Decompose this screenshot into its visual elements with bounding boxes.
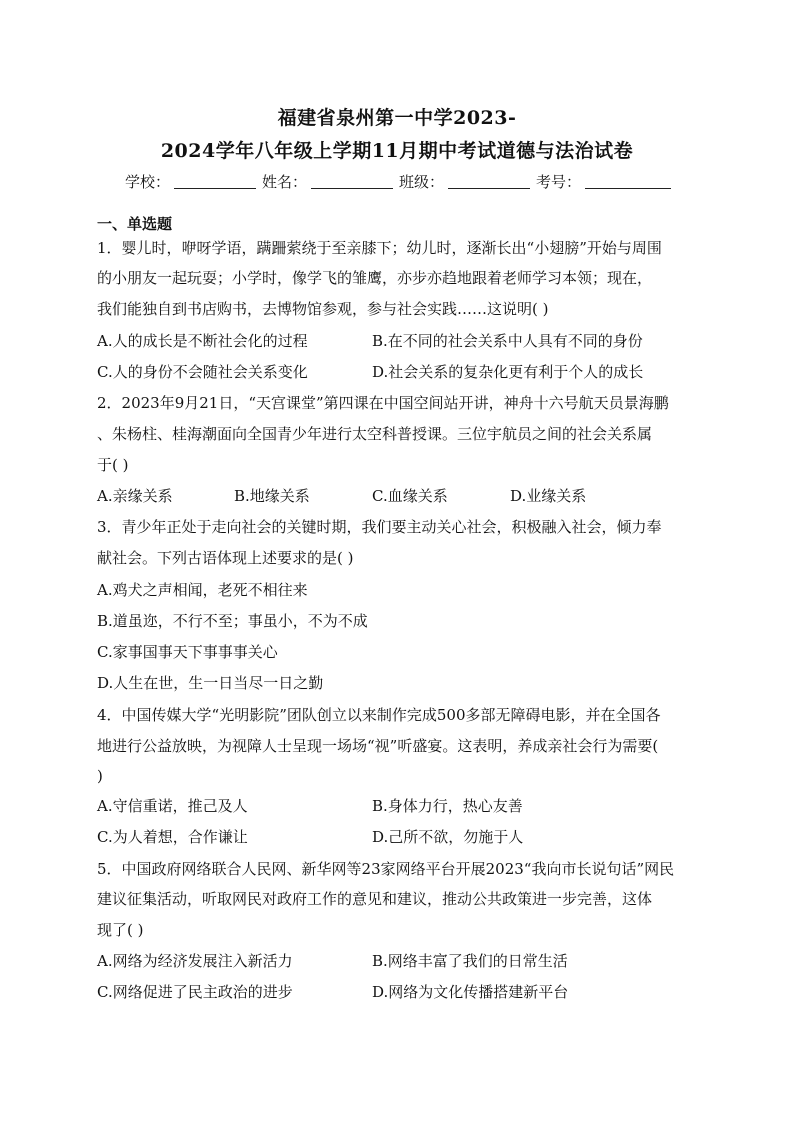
question-2-line-2: 、朱杨柱、桂海潮面向全国青少年进行太空科普授课。三位宇航员之间的社会关系属	[97, 425, 653, 443]
class-blank	[448, 174, 530, 189]
name-blank	[311, 174, 393, 189]
school-blank	[174, 174, 256, 189]
question-2-line-1: 2．2023年9月21日，“天宫课堂”第四课在中国空间站开讲，神舟十六号航天员景海鹏	[97, 394, 669, 412]
question-4-option-b: B.身体力行，热心友善	[372, 797, 523, 815]
question-3-option-a: A.鸡犬之声相闻，老死不相往来	[97, 581, 308, 599]
question-4-line-2: 地进行公益放映，为视障人士呈现一场场“视”听盛宴。这表明，养成亲社会行为需要(	[97, 737, 659, 755]
exam-title-line1: 福建省泉州第一中学2023-	[277, 107, 517, 129]
question-2-option-c: C.血缘关系	[372, 487, 448, 505]
question-1-line-3: 我们能独自到书店购书，去博物馆参观，参与社会实践……这说明( )	[97, 300, 549, 318]
question-2-line-3: 于( )	[97, 456, 129, 474]
question-3-option-c: C.家事国事天下事事事关心	[97, 643, 278, 661]
question-5-line-1: 5．中国政府网络联合人民网、新华网等23家网络平台开展2023“我向市长说句话”网民	[97, 860, 675, 878]
section-heading: 一、单选题	[97, 215, 173, 233]
question-3-line-2: 献社会。下列古语体现上述要求的是( )	[97, 549, 354, 567]
name-label: 姓名：	[262, 173, 308, 191]
question-1-line-1: 1．婴儿时，咿呀学语，蹒跚萦绕于至亲膝下；幼儿时，逐渐长出“小翅膀”开始与周围	[97, 239, 662, 257]
question-2-option-b: B.地缘关系	[234, 487, 310, 505]
question-1-option-d: D.社会关系的复杂化更有利于个人的成长	[372, 363, 644, 381]
exam-number-blank	[585, 174, 671, 189]
school-label: 学校：	[125, 173, 171, 191]
exam-title-line2: 2024学年八年级上学期11月期中考试道德与法治试卷	[160, 140, 634, 162]
question-4-option-c: C.为人着想，合作谦让	[97, 828, 248, 846]
question-1-option-b: B.在不同的社会关系中人具有不同的身份	[372, 332, 643, 350]
question-3-line-1: 3．青少年正处于走向社会的关键时期，我们要主动关心社会，积极融入社会，倾力奉	[97, 518, 662, 536]
question-5-option-d: D.网络为文化传播搭建新平台	[372, 983, 569, 1001]
exam-number-label: 考号：	[536, 173, 582, 191]
question-5-line-2: 建议征集活动，听取网民对政府工作的意见和建议，推动公共政策进一步完善，这体	[97, 890, 653, 908]
question-4-line-3: )	[97, 767, 103, 785]
question-3-option-d: D.人生在世，生一日当尽一日之勤	[97, 674, 324, 692]
question-1-option-a: A.人的成长是不断社会化的过程	[97, 332, 308, 350]
question-4-option-a: A.守信重诺，推己及人	[97, 797, 248, 815]
question-2-option-d: D.业缘关系	[510, 487, 587, 505]
student-info-row	[125, 171, 677, 192]
question-5-line-3: 现了( )	[97, 921, 144, 939]
question-5-option-a: A.网络为经济发展注入新活力	[97, 952, 293, 970]
class-label: 班级：	[399, 173, 445, 191]
question-1-line-2: 的小朋友一起玩耍；小学时，像学飞的雏鹰，亦步亦趋地跟着老师学习本领；现在，	[97, 269, 653, 287]
question-5-option-c: C.网络促进了民主政治的进步	[97, 983, 293, 1001]
question-4-line-1: 4．中国传媒大学“光明影院”团队创立以来制作完成500多部无障碍电影，并在全国各	[97, 706, 661, 724]
question-5-option-b: B.网络丰富了我们的日常生活	[372, 952, 568, 970]
question-2-option-a: A.亲缘关系	[97, 487, 173, 505]
question-3-option-b: B.道虽迩，不行不至；事虽小，不为不成	[97, 612, 368, 630]
question-1-option-c: C.人的身份不会随社会关系变化	[97, 363, 308, 381]
question-4-option-d: D.己所不欲，勿施于人	[372, 828, 524, 846]
